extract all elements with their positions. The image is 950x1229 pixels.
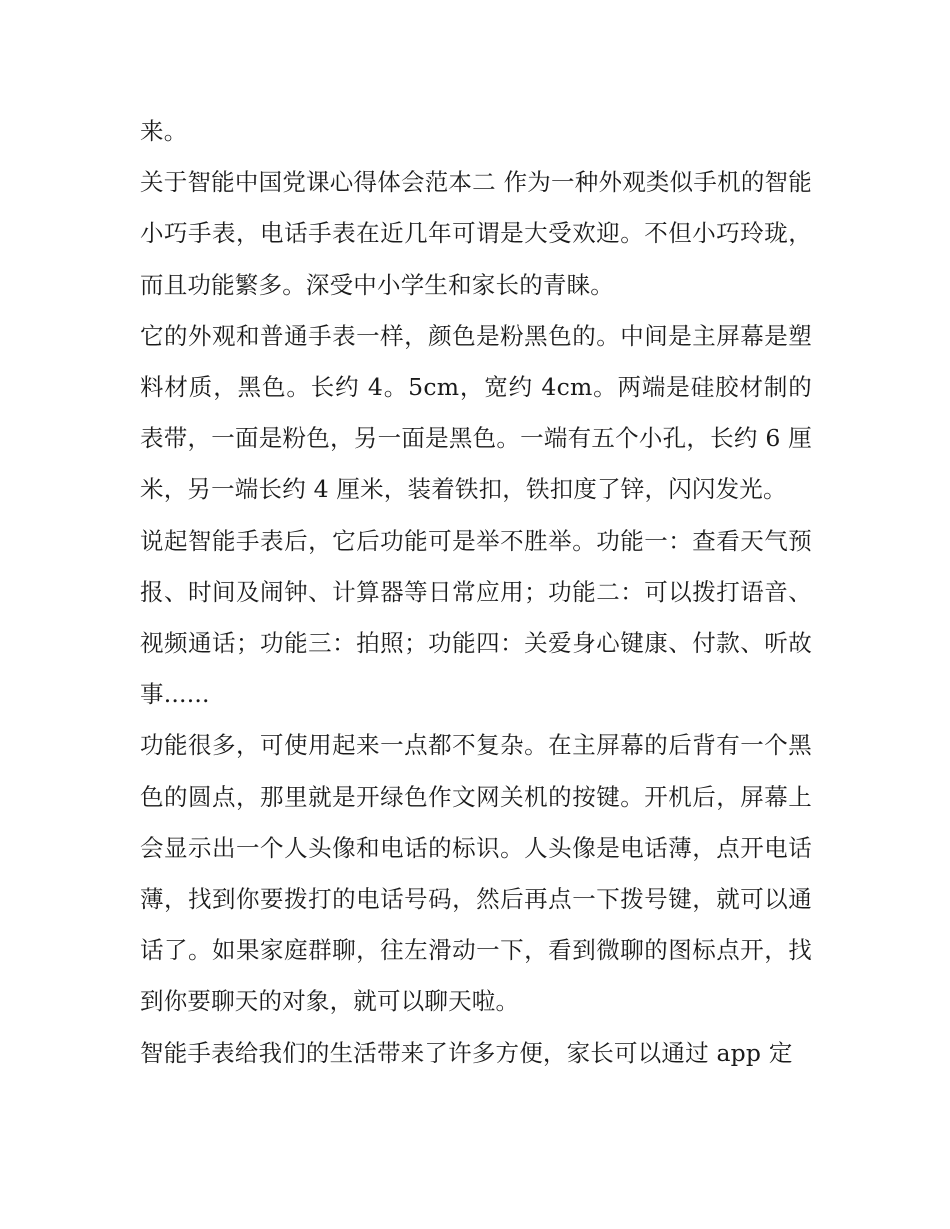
paragraph-1: 来。 <box>140 117 188 145</box>
paragraph-4: 说起智能手表后，它后功能可是举不胜举。功能一：查看天气预报、时间及闹钟、计算器等日常应用；功能二：可以拨打语音、视频通话；功能三：拍照；功能四：关爱身心键康、付款、听故事...... <box>140 526 812 709</box>
paragraph-5: 功能很多，可使用起来一点都不复杂。在主屏幕的后背有一个黑色的圆点，那里就是开绿色作文网关机的按键。开机后，屏幕上会显示出一个人头像和电话的标识。人头像是电话薄，点开电话薄，找到你要拨打的电话号码，然后再点一下拨号键，就可以通话了。如果家庭群聊，往左滑动一下，看到微聊的图标点开，找到你要聊天的对象，就可以聊天啦。 <box>140 731 812 1016</box>
paragraph-3: 它的外观和普通手表一样，颜色是粉黑色的。中间是主屏幕是塑料材质，黑色。长约 4。5cm，宽约 4cm。两端是硅胶材制的表带，一面是粉色，另一面是黑色。一端有五个小孔，长约 6 厘米，另一端长约 4 厘米，装着铁扣，铁扣度了锌，闪闪发光。 <box>140 321 812 504</box>
document-body <box>140 106 812 1079</box>
paragraph-2: 关于智能中国党课心得体会范本二 作为一种外观类似手机的智能小巧手表，电话手表在近几年可谓是大受欢迎。不但小巧玲珑，而且功能繁多。深受中小学生和家长的青睐。 <box>140 168 812 299</box>
paragraph-6: 智能手表给我们的生活带来了许多方便，家长可以通过 app 定 <box>140 1038 793 1067</box>
